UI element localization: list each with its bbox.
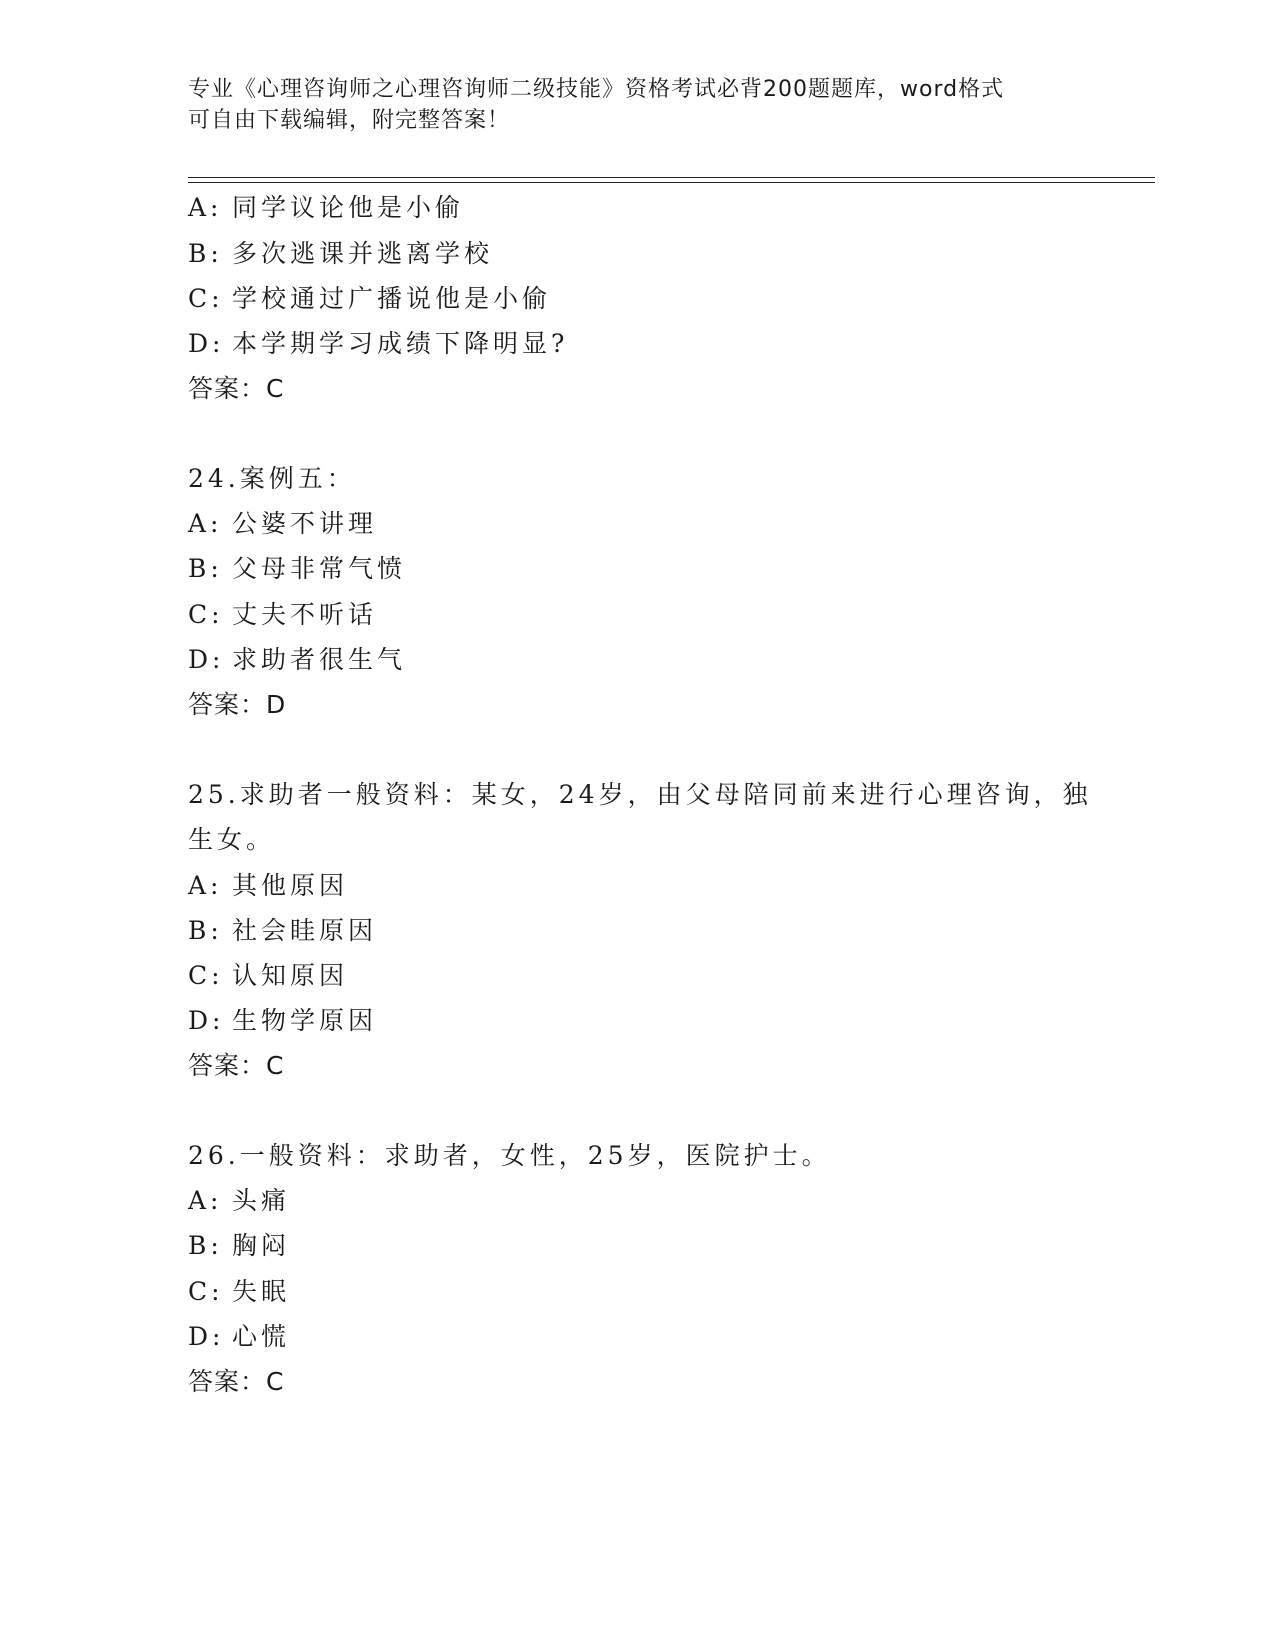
q25-option-c: C: 认知原因	[188, 961, 349, 990]
header-title-line-1: 专业《心理咨询师之心理咨询师二级技能》资格考试必背200题题库，word格式	[188, 77, 1005, 102]
header-rule-bottom	[188, 182, 1155, 183]
q23-option-a: A: 同学议论他是小偷	[188, 193, 465, 222]
q26-option-a: A: 头痛	[188, 1186, 291, 1215]
q23-option-d: D: 本学期学习成绩下降明显?	[188, 329, 569, 358]
q25-option-d: D: 生物学原因	[188, 1006, 378, 1035]
q23-option-b: B: 多次逃课并逃离学校	[188, 239, 494, 268]
q26-answer: 答案：C	[188, 1367, 285, 1396]
q23-option-c: C: 学校通过广播说他是小偷	[188, 284, 552, 313]
q24-option-a: A: 公婆不讲理	[188, 509, 378, 538]
document-header	[188, 74, 1088, 136]
q26-option-d: D: 心慌	[188, 1322, 291, 1351]
q26-option-c: C: 失眠	[188, 1277, 291, 1306]
q25-stem-line-2: 生女。	[188, 825, 276, 854]
q24-option-d: D: 求助者很生气	[188, 645, 407, 674]
q25-stem-line-1: 25.求助者一般资料：某女，24岁，由父母陪同前来进行心理咨询，独	[188, 780, 1092, 809]
q24-option-c: C: 丈夫不听话	[188, 600, 378, 629]
q26-option-b: B: 胸闷	[188, 1231, 291, 1260]
q24-stem: 24.案例五：	[188, 464, 356, 493]
q23-answer: 答案：C	[188, 374, 285, 403]
q24-option-b: B: 父母非常气愤	[188, 554, 407, 583]
q25-answer: 答案：C	[188, 1051, 285, 1080]
q24-answer: 答案：D	[188, 690, 287, 719]
header-rule-top	[188, 177, 1155, 178]
q25-option-a: A: 其他原因	[188, 871, 349, 900]
q26-stem: 26.一般资料：求助者，女性，25岁，医院护士。	[188, 1141, 831, 1170]
header-title-line-2: 可自由下载编辑，附完整答案！	[188, 108, 511, 133]
q25-option-b: B: 社会眭原因	[188, 916, 378, 945]
